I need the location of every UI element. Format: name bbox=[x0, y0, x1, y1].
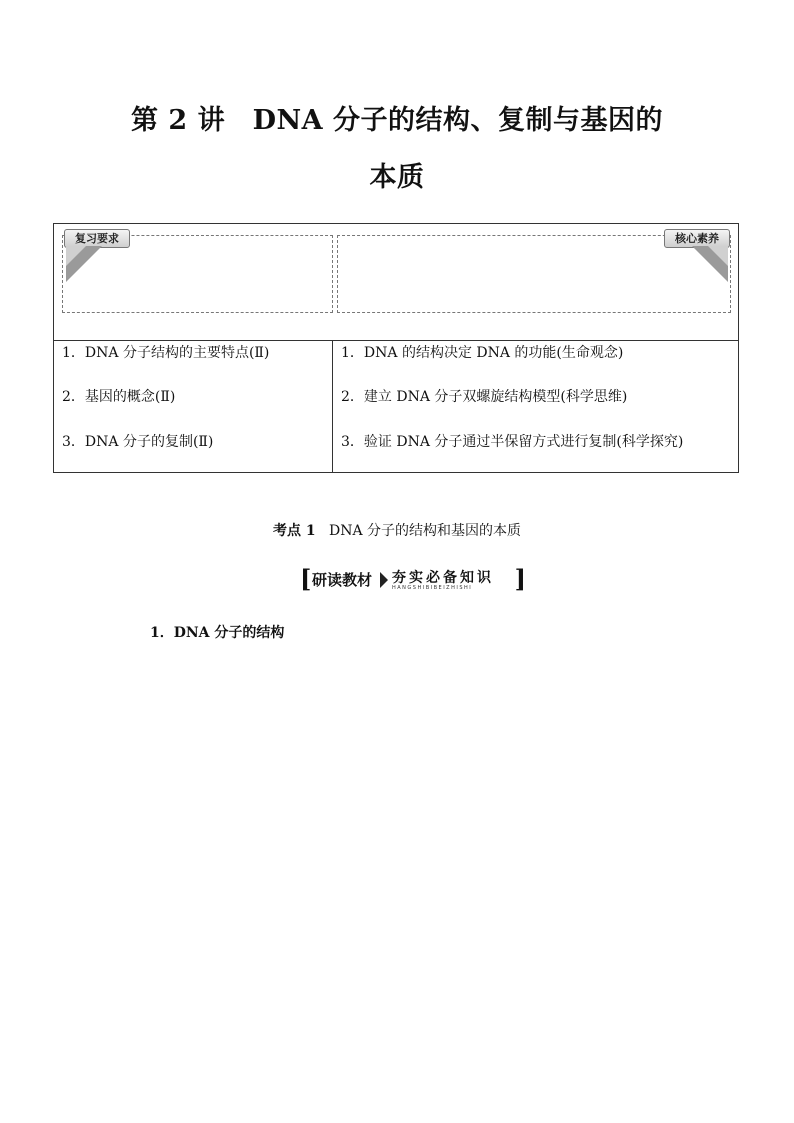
table-divider-vertical bbox=[332, 340, 333, 472]
document-title-line-2: 本质 bbox=[369, 162, 425, 193]
subheading-dna-structure: 1．DNA 分子的结构 bbox=[150, 625, 285, 641]
section-title: DNA 分子的结构和基因的本质 bbox=[328, 523, 522, 539]
requirement-item-1: 1．DNA 分子结构的主要特点(Ⅱ) bbox=[62, 345, 270, 361]
requirement-item-2: 2．基因的概念(Ⅱ) bbox=[62, 389, 176, 405]
literacy-item-2: 2．建立 DNA 分子双螺旋结构模型(科学思维) bbox=[341, 389, 628, 405]
bracket-left-icon: [ bbox=[300, 564, 312, 593]
requirement-item-3: 3．DNA 分子的复制(Ⅱ) bbox=[62, 434, 214, 450]
banner-pinyin: HANGSHIBIBEIZHISHI bbox=[392, 585, 473, 591]
document-title-line-1: 第 2 讲 DNA 分子的结构、复制与基因的 bbox=[130, 105, 664, 136]
section-heading bbox=[0, 520, 794, 540]
banner-right-label: 夯实必备知识 bbox=[392, 570, 494, 586]
literacy-item-3: 3．验证 DNA 分子通过半保留方式进行复制(科学探究) bbox=[341, 434, 684, 450]
section-label: 考点 1 bbox=[272, 523, 316, 539]
arrow-right-icon bbox=[380, 572, 388, 588]
literacy-item-1: 1．DNA 的结构决定 DNA 的功能(生命观念) bbox=[341, 345, 624, 361]
folded-corner-left-icon bbox=[66, 246, 102, 282]
requirements-table bbox=[53, 223, 739, 473]
study-banner bbox=[300, 566, 526, 594]
folded-corner-right-icon bbox=[692, 246, 728, 282]
bracket-right-icon: ] bbox=[514, 564, 526, 593]
core-literacy-tab: 核心素养 bbox=[664, 229, 730, 248]
review-requirements-tab: 复习要求 bbox=[64, 229, 130, 248]
banner-left-label: 研读教材 bbox=[312, 571, 373, 589]
table-divider-horizontal bbox=[54, 340, 738, 341]
